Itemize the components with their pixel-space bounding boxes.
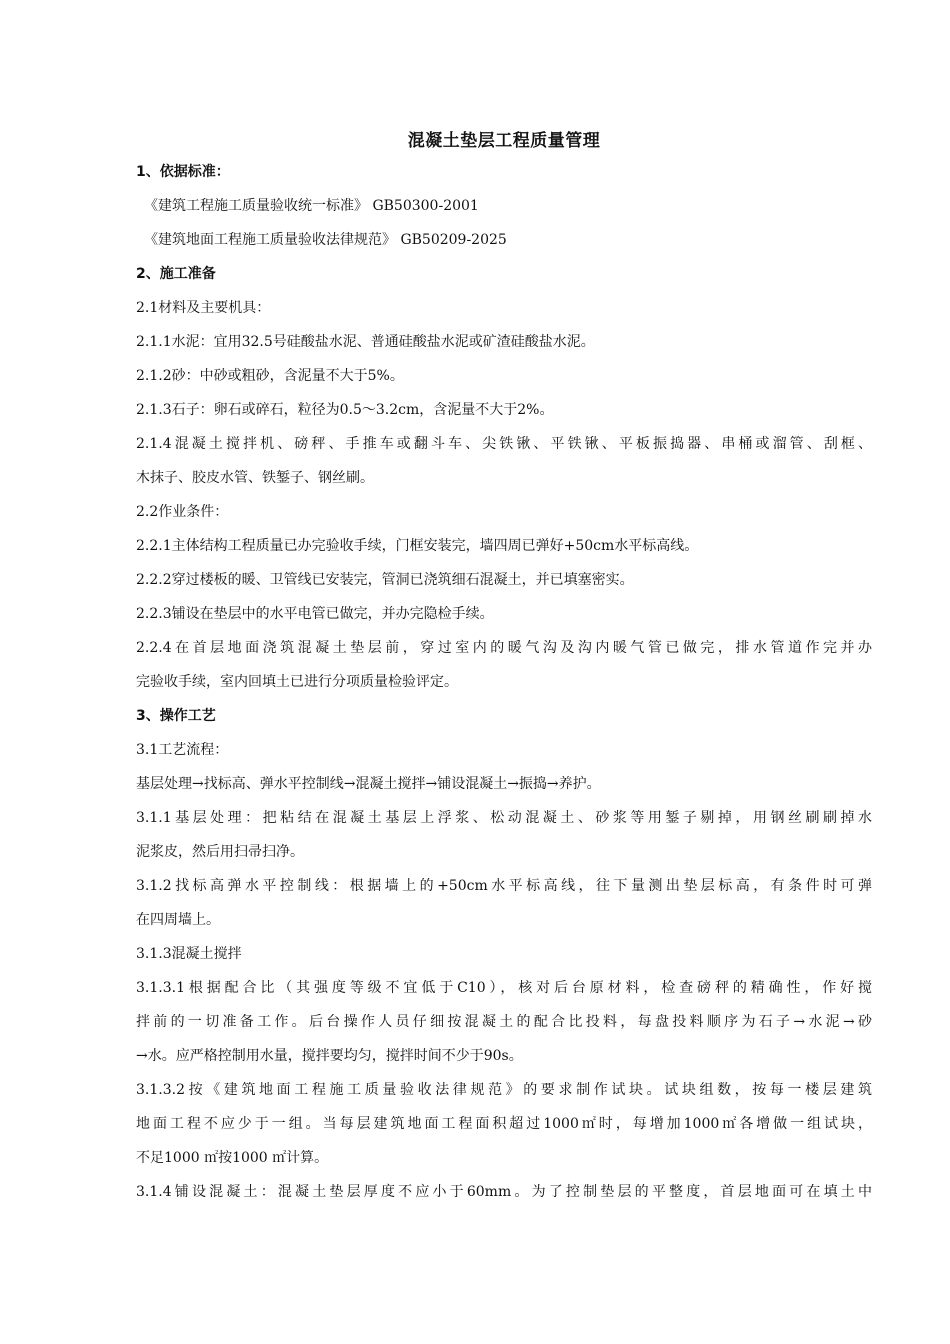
paragraph-line: 《建筑地面工程施工质量验收法律规范》 GB50209-2025 [144,232,507,248]
paragraph-line: 3.1.1基层处理：把粘结在混凝土基层上浮浆、松动混凝土、砂浆等用錾子剔掉，用钢丝刷刷掉水 [136,810,872,826]
document-body [136,158,872,1212]
paragraph-line: 3.1.3.2按《建筑地面工程施工质量验收法律规范》的要求制作试块。试块组数，按每一楼层建筑 [136,1082,872,1098]
paragraph-line: 2.2.1主体结构工程质量已办完验收手续，门框安装完，墙四周已弹好+50cm水平标高线。 [136,538,699,554]
paragraph-line: 《建筑工程施工质量验收统一标准》 GB50300-2001 [144,198,479,214]
paragraph-line: 3.1.3.1根据配合比（其强度等级不宜低于C10），核对后台原材料，检查磅秤的精确性，作好搅 [136,980,872,996]
paragraph-line: 泥浆皮，然后用扫帚扫净。 [136,844,304,860]
paragraph-line: 2.1材料及主要机具： [136,300,271,316]
paragraph-line: 2.2.4在首层地面浇筑混凝土垫层前，穿过室内的暖气沟及沟内暖气管已做完，排水管道作完并办 [136,640,872,656]
paragraph-line: 2.2作业条件： [136,504,229,520]
paragraph-line: →水。应严格控制用水量，搅拌要均匀，搅拌时间不少于90s。 [136,1048,523,1064]
paragraph-line: 3.1.3混凝土搅拌 [136,946,242,962]
section-heading: 1、依据标准： [136,164,230,180]
paragraph-line: 3.1.2找标高弹水平控制线：根据墙上的+50cm水平标高线，往下量测出垫层标高，有条件时可弹 [136,878,872,894]
paragraph-line: 2.1.4混凝土搅拌机、磅秤、手推车或翻斗车、尖铁锹、平铁锹、平板振捣器、串桶或溜管、刮框、 [136,436,872,452]
paragraph-line: 3.1.4铺设混凝土：混凝土垫层厚度不应小于60mm。为了控制垫层的平整度，首层地面可在填土中 [136,1184,872,1200]
paragraph-line: 地面工程不应少于一组。当每层建筑地面工程面积超过1000㎡时，每增加1000㎡各增做一组试块， [136,1116,872,1132]
paragraph-line: 木抹子、胶皮水管、铁錾子、钢丝刷。 [136,470,374,486]
paragraph-line: 2.1.1水泥：宜用32.5号硅酸盐水泥、普通硅酸盐水泥或矿渣硅酸盐水泥。 [136,334,595,350]
paragraph-line: 拌前的一切准备工作。后台操作人员仔细按混凝土的配合比投料，每盘投料顺序为石子→水泥→砂 [136,1014,872,1030]
paragraph-line: 不足1000 ㎡按1000 ㎡计算。 [136,1150,329,1166]
paragraph-line: 2.1.3石子：卵石或碎石，粒径为0.5～3.2cm，含泥量不大于2%。 [136,402,554,418]
paragraph-line: 2.2.2穿过楼板的暖、卫管线已安装完，管洞已浇筑细石混凝土，并已填塞密实。 [136,572,634,588]
section-heading: 2、施工准备 [136,266,216,282]
paragraph-line: 完验收手续，室内回填土已进行分项质量检验评定。 [136,674,458,690]
paragraph-line: 基层处理→找标高、弹水平控制线→混凝土搅拌→铺设混凝土→振捣→养护。 [136,776,601,792]
document-title: 混凝土垫层工程质量管理 [407,131,601,151]
paragraph-line: 在四周墙上。 [136,912,220,928]
paragraph-line: 2.2.3铺设在垫层中的水平电管已做完，并办完隐检手续。 [136,606,494,622]
paragraph-line: 3.1工艺流程： [136,742,229,758]
section-heading: 3、操作工艺 [136,708,216,724]
paragraph-line: 2.1.2砂：中砂或粗砂，含泥量不大于5%。 [136,368,404,384]
